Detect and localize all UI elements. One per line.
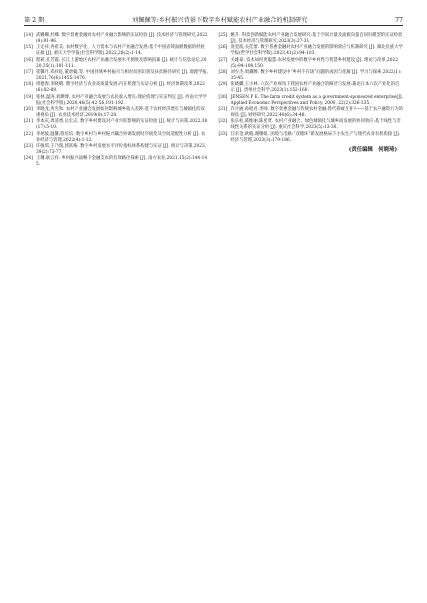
reference-text: 王珊,耿云祥. 乡村振兴战略下金融支农的有效路径探索 [J]. 南方农业,2021,15(2):144-145. (36, 156, 208, 168)
reference-text: 周德春,李晓晴. 数字经济与农业高质量发展:内在机理与实证分析 [J]. 经济体制改革,2022(6):82-89. (36, 82, 205, 94)
reference-number: [20] (24, 106, 33, 112)
reference-item (24, 95, 209, 107)
reference-number: [18] (24, 82, 33, 88)
references-left-column (24, 33, 209, 168)
reference-number: [14] (24, 33, 33, 38)
reference-text: 张乐柱,葛维丽,陈星贤. 农村产业融合、绿色城镇化与城乡间发展的协同效应:基于线性与非线性关系的实证分析 [J]. 重庆社会科学,2023(5):13-30. (230, 119, 401, 131)
reference-text: JENSEN P E. The farm credit system as a government-sponsored enterprise[J]. Applied Economic Perspectives and Policy, 2000, 22(2):326-335. (230, 94, 403, 106)
reference-item (24, 70, 209, 82)
running-title: 刘佩佩等:乡村振兴背景下数字乡村赋能农村产业融合的机制研究 (132, 17, 308, 24)
reference-number: [21] (24, 119, 33, 125)
reference-text: 李晓龙,冉光和. 农村产业融合发展如何影响城乡收入差距:基于农村经济增长与城镇化的双重视角 [J]. 农业技术经济,2019(8):17-28. (36, 106, 205, 119)
reference-item (219, 70, 404, 82)
reference-item (219, 95, 404, 107)
reference-item (219, 45, 404, 57)
reference-text: 许敏琪,王乃瑞,郭富格. 数字乡村发展水平评价指标体系构建与实证 [J]. 统计与决策,2023,39(2):73-77. (36, 143, 207, 155)
reference-number: [17] (24, 69, 33, 75)
references-section (24, 33, 403, 168)
reference-text: 武姗姗,杜娜. 数字普惠金融对农村产业融合影响的实证检验 [J]. 技术经济与管理研究,2022(8):91-96. (36, 33, 208, 45)
reference-number: [33] (218, 131, 228, 137)
reference-number: [16] (24, 57, 33, 63)
reference-text: 李本庆,周清香,岳宏志. 数字乡村建设对产业兴旺影响的实证检验 [J]. 统计与决策,2022,38(17):5-10. (36, 119, 208, 131)
reference-item (24, 58, 209, 70)
issue-number: 第 2 期 (24, 17, 45, 24)
reference-number: [30] (218, 94, 228, 100)
reference-item (24, 132, 209, 144)
reference-item (219, 119, 404, 131)
reference-text: 崔馨月,邓祥征,董唐翰,等. 中国县域乡村振兴与相对贫困识别及扶贫路径研究 [J]. 地理学报,2021,76(6):1455-1470. (36, 69, 209, 82)
reference-number: [31] (218, 106, 228, 112)
reference-text: 庞金波,关佳蕾. 数字普惠金融对农村产业融合发展的影响效应与机制研究 [J]. 湖北民族大学学报(哲学社会科学版),2023,41(2):94-103. (230, 45, 403, 57)
reference-number: [28] (218, 69, 228, 75)
reference-text: 张晓麟,王小林. 六次产业视角下我国农村产业融合的路径与发展:兼论日本六次产业化的启示 [J]. 贵州社会科学,2023(1):152-160. (230, 82, 400, 94)
reference-number: [26] (218, 45, 228, 51)
responsible-editor: (责任编辑 何晓琦) (348, 146, 397, 153)
reference-text: 王定祥,冉希美. 农村数字化、人力资本与农村产业融合发展:基于中国省域面板数据的经验证据 [J]. 重庆大学学报(社会科学版),2022,28(2):1-14. (36, 45, 205, 57)
reference-number: [27] (218, 57, 228, 63)
reference-number: [29] (218, 82, 228, 88)
reference-item (24, 45, 209, 57)
reference-item (219, 82, 404, 94)
page-number: 77 (395, 17, 403, 24)
reference-item (24, 107, 209, 119)
reference-number: [22] (24, 131, 33, 137)
reference-text: 许月丽,孙昭君,李帅. 数字普惠金融与传统农村金融:替代抑或互补?——基于农户融资行为的视角 [J]. 财经研究,2022,48(6):34-48. (230, 106, 403, 119)
reference-item (24, 144, 209, 156)
reference-number: [23] (24, 143, 33, 149)
reference-item (24, 119, 209, 131)
header-rule (24, 25, 403, 26)
reference-text: 姚升. 科技创新赋能农村产业融合发展研究:基于空间计量及面板向量自回归模型的实证检验 [J]. 技术经济与管理研究,2023(3):27-31. (230, 33, 403, 45)
reference-item (219, 58, 404, 70)
reference-number: [15] (24, 45, 33, 51)
reference-item (219, 107, 404, 119)
reference-text: 汪禾金,欧殿,谢珊娘. 困境与出路:“双循环”新发展格局下小农生产与现代农业有机衔接 [J]. 经济与管理,2023(3):179-186. (230, 131, 400, 143)
reference-text: 关雄泰. 技术如何更聪慧:农村发展中的数字乡村性与智慧乡村建设 [J]. 理论与改革,2022(5):94-108,150. (230, 57, 398, 69)
reference-number: [24] (24, 156, 33, 162)
reference-number: [19] (24, 94, 33, 100)
reference-text: 张林,温涛,刘渊博. 农村产业融合发展与农民收入增长:理论机理与实证判定 [J]. 西南大学学报(社会科学版),2020,46(5):42-56,191-192. (36, 94, 207, 106)
reference-item (24, 156, 209, 168)
reference-text: 程莉,孔芳霞. 长江上游地区农村产业融合发展水平测度及影响因素 [J]. 统计与信息论坛,2020,35(1):101-111. (36, 57, 207, 69)
reference-item (24, 82, 209, 94)
reference-item (24, 33, 209, 45)
reference-item (219, 33, 404, 45)
running-header (24, 10, 403, 24)
references-right-column (219, 33, 404, 168)
reference-number: [25] (218, 33, 228, 38)
reference-item (219, 132, 404, 144)
reference-number: [32] (218, 119, 228, 125)
reference-text: 刘少杰,周骥腾. 数字乡村建设中“乡村不在场”问题的成因与化解 [J]. 学习与探索,2022(1):35-45. (230, 69, 402, 82)
reference-text: 李炳波,温馨,殷培培. 数字乡村与乡村振兴耦合协调发展时序演变及空间适配性分析 [J]. 农业经济与管理,2022(4):1-12. (36, 131, 206, 143)
